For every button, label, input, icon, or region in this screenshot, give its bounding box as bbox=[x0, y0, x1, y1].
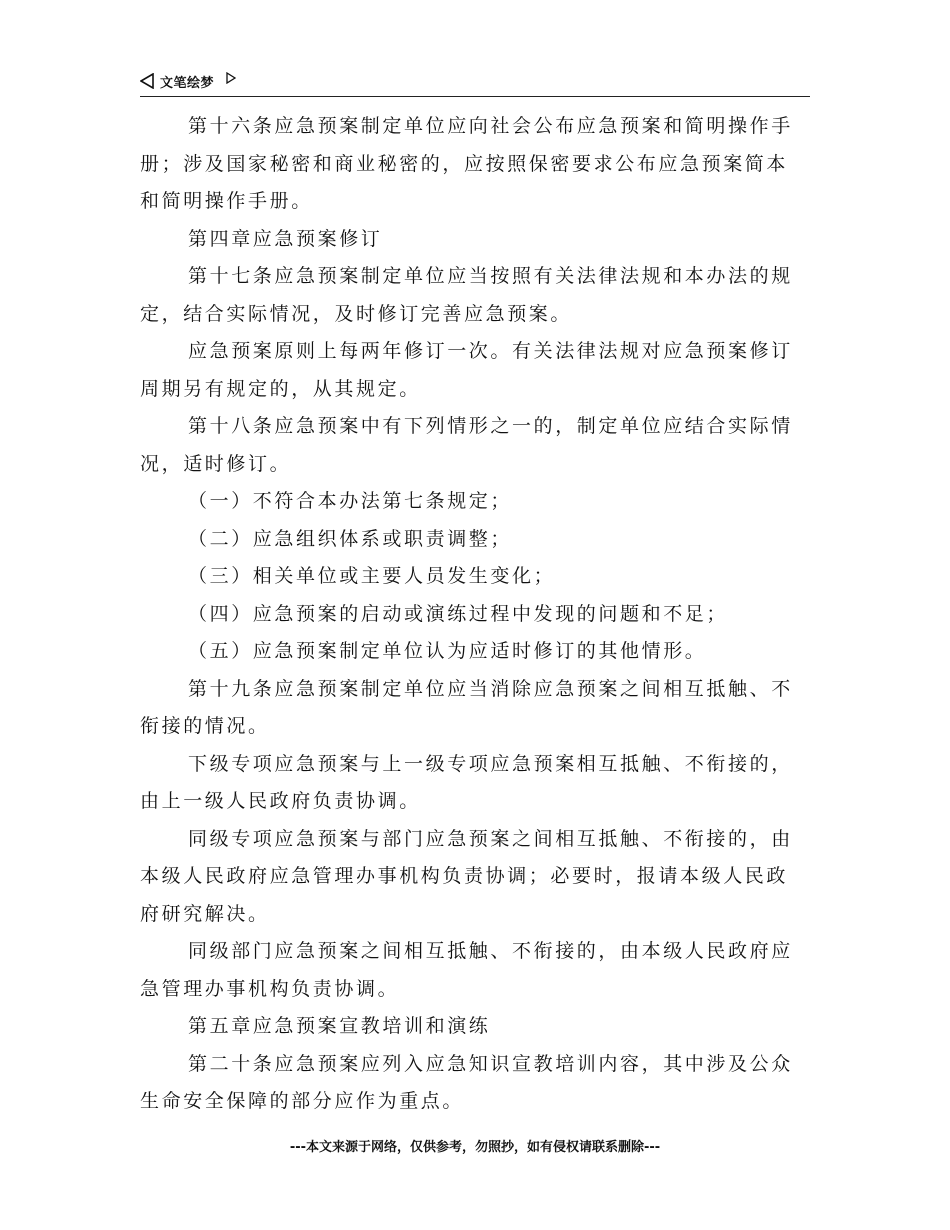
text-line: 第十九条应急预案制定单位应当消除应急预案之间相互抵触、不 bbox=[188, 677, 793, 700]
text-line: 第十六条应急预案制定单位应向社会公布应急预案和简明操作手 bbox=[188, 115, 793, 137]
text-line: 况，适时修订。 bbox=[140, 452, 292, 475]
text-line: 第十八条应急预案中有下列情形之一的，制定单位应结合实际情 bbox=[188, 415, 793, 437]
text-line: 周期另有规定的，从其规定。 bbox=[140, 377, 421, 400]
document-body bbox=[140, 108, 810, 1121]
header-brand: 文笔绘梦 bbox=[160, 76, 215, 91]
text-line: 和简明操作手册。 bbox=[140, 190, 313, 212]
text-line: 急管理办事机构负责协调。 bbox=[140, 977, 400, 1000]
list-item: （三）相关单位或主要人员发生变化； bbox=[188, 565, 556, 587]
text-line: 衔接的情况。 bbox=[140, 715, 270, 737]
text-line: 由上一级人民政府负责协调。 bbox=[140, 790, 421, 812]
text-line: 本级人民政府应急管理办事机构负责协调；必要时，报请本级人民政 bbox=[140, 865, 789, 887]
chapter-heading: 第五章应急预案宣教培训和演练 bbox=[188, 1015, 491, 1037]
text-line: 第二十条应急预案应列入应急知识宣教培训内容，其中涉及公众 bbox=[188, 1052, 793, 1075]
text-line: 册；涉及国家秘密和商业秘密的，应按照保密要求公布应急预案简本 bbox=[140, 152, 789, 175]
page-footer: ---本文来源于网络，仅供参考，勿照抄，如有侵权请联系删除--- bbox=[289, 1140, 661, 1155]
list-item: （二）应急组织体系或职责调整； bbox=[188, 527, 513, 550]
text-line: 同级部门应急预案之间相互抵触、不衔接的，由本级人民政府应 bbox=[188, 940, 793, 962]
text-line: 府研究解决。 bbox=[140, 902, 270, 925]
text-line: 定，结合实际情况，及时修订完善应急预案。 bbox=[140, 302, 573, 325]
chapter-heading: 第四章应急预案修订 bbox=[188, 227, 383, 250]
text-line: 同级专项应急预案与部门应急预案之间相互抵触、不衔接的，由 bbox=[188, 827, 793, 850]
list-item: （一）不符合本办法第七条规定； bbox=[188, 490, 513, 512]
list-item: （五）应急预案制定单位认为应适时修订的其他情形。 bbox=[188, 640, 707, 662]
triangle-right-icon bbox=[226, 72, 236, 84]
page-header bbox=[140, 70, 810, 97]
text-line: 应急预案原则上每两年修订一次。有关法律法规对应急预案修订 bbox=[188, 340, 793, 362]
triangle-left-icon bbox=[140, 73, 154, 89]
text-line: 第十七条应急预案制定单位应当按照有关法律法规和本办法的规 bbox=[188, 265, 793, 287]
list-item: （四）应急预案的启动或演练过程中发现的问题和不足； bbox=[188, 602, 729, 625]
text-line: 生命安全保障的部分应作为重点。 bbox=[140, 1090, 465, 1112]
text-line: 下级专项应急预案与上一级专项应急预案相互抵触、不衔接的， bbox=[188, 752, 793, 775]
